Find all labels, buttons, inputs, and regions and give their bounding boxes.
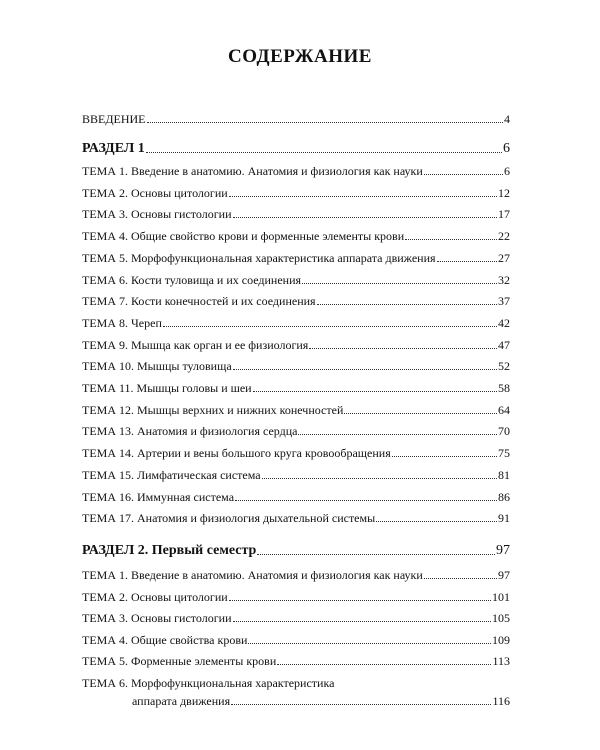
- toc-page: 22: [498, 229, 510, 244]
- toc-label: ТЕМА 17. Анатомия и физиология дыхательной системы: [82, 511, 376, 526]
- dot-leader: [344, 403, 497, 414]
- toc-page: 86: [498, 489, 510, 504]
- toc-entry-s1-topic-14[interactable]: [82, 446, 510, 460]
- toc-page: 47: [498, 337, 510, 352]
- toc-label: ТЕМА 3. Основы гистологии: [82, 207, 232, 222]
- dot-leader: [163, 316, 497, 327]
- toc-label: ТЕМА 15. Лимфатическая система: [82, 467, 261, 482]
- dot-leader: [257, 544, 495, 555]
- toc-entry-s2-topic-4[interactable]: [82, 633, 510, 647]
- toc-page: 4: [504, 112, 510, 126]
- dot-leader: [233, 207, 498, 218]
- dot-leader: [317, 294, 497, 305]
- toc-entry-s1-topic-1[interactable]: [82, 164, 510, 178]
- dot-leader: [424, 164, 503, 175]
- dot-leader: [233, 359, 497, 370]
- toc-page: 116: [492, 694, 510, 708]
- dot-leader: [376, 511, 497, 522]
- dot-leader: [424, 568, 497, 579]
- toc-page: 32: [498, 272, 510, 287]
- toc-label: аппарата движения: [132, 694, 231, 708]
- dot-leader: [302, 273, 497, 284]
- toc-page: 52: [498, 359, 510, 374]
- page-title: СОДЕРЖАНИЕ: [228, 46, 372, 67]
- toc-page: 64: [498, 402, 510, 417]
- toc-label: ТЕМА 12. Мышцы верхних и нижних конечностей: [82, 402, 344, 417]
- toc-label: ВВЕДЕНИЕ: [82, 112, 146, 126]
- toc-label: ТЕМА 5. Морфофункциональная характеристика аппарата движения: [82, 250, 436, 265]
- dot-leader: [235, 490, 497, 501]
- toc-page: 97: [498, 568, 510, 582]
- toc-entry-s1-topic-11[interactable]: [82, 381, 510, 395]
- dot-leader: [233, 611, 492, 622]
- toc-label: ТЕМА 11. Мышцы головы и шеи: [82, 381, 252, 395]
- toc-page: 105: [492, 611, 510, 625]
- dot-leader: [298, 424, 497, 435]
- toc-entry-s1-topic-13[interactable]: [82, 424, 510, 438]
- toc-page: 17: [498, 207, 510, 222]
- toc-page: 113: [492, 654, 510, 668]
- toc-page: 97: [496, 543, 510, 558]
- dot-leader: [405, 229, 497, 240]
- toc-label: РАЗДЕЛ 2. Первый семестр: [82, 543, 257, 558]
- dot-leader: [392, 446, 497, 457]
- toc-page: 101: [492, 589, 510, 604]
- toc-section-1[interactable]: [82, 142, 510, 156]
- toc-label: ТЕМА 6. Кости туловища и их соединения: [82, 272, 302, 287]
- toc-entry-s1-topic-12[interactable]: [82, 403, 510, 417]
- toc-label: ТЕМА 13. Анатомия и физиология сердца: [82, 424, 298, 439]
- dot-leader: [262, 468, 497, 479]
- dot-leader: [277, 654, 491, 665]
- toc-entry-s2-topic-2[interactable]: [82, 590, 510, 604]
- toc-page: 81: [498, 467, 510, 482]
- toc-label: ТЕМА 5. Форменные элементы крови: [82, 654, 277, 668]
- toc-entry-s1-topic-7[interactable]: [82, 294, 510, 308]
- toc-page: 70: [498, 424, 510, 439]
- toc-label: РАЗДЕЛ 1: [82, 141, 145, 156]
- toc-entry-s1-topic-4[interactable]: [82, 229, 510, 243]
- toc-label: ТЕМА 10. Мышцы туловища: [82, 359, 232, 374]
- toc-label: ТЕМА 3. Основы гистологии: [82, 611, 232, 625]
- toc-entry-s1-topic-10[interactable]: [82, 359, 510, 373]
- toc-entry-s1-topic-3[interactable]: [82, 207, 510, 221]
- toc-page: 91: [498, 511, 510, 526]
- toc-entry-s2-topic-5[interactable]: [82, 654, 510, 668]
- dot-leader: [231, 694, 491, 705]
- toc-label: ТЕМА 4. Общие свойства крови: [82, 632, 248, 647]
- toc-label: ТЕМА 2. Основы цитологии: [82, 589, 228, 604]
- toc-entry-s1-topic-16[interactable]: [82, 490, 510, 504]
- toc-entry-line2: [132, 694, 510, 708]
- toc-page: 58: [498, 381, 510, 395]
- toc-label: ТЕМА 9. Мышца как орган и ее физиология: [82, 337, 309, 352]
- toc-label: ТЕМА 6. Морфофункциональная характеристика: [82, 676, 335, 690]
- dot-leader: [248, 633, 491, 644]
- toc-label: ТЕМА 4. Общие свойство крови и форменные элементы крови: [82, 229, 405, 244]
- toc-page: 42: [498, 315, 510, 330]
- toc-label: ТЕМА 7. Кости конечностей и их соединения: [82, 294, 316, 309]
- toc-label: ТЕМА 1. Введение в анатомию. Анатомия и физиология как науки: [82, 568, 423, 582]
- dot-leader: [253, 381, 497, 392]
- toc-page: 6: [503, 141, 510, 156]
- dot-leader: [437, 251, 497, 262]
- toc-entry-s2-topic-3[interactable]: [82, 611, 510, 625]
- dot-leader: [229, 186, 497, 197]
- toc-section-2[interactable]: [82, 544, 510, 558]
- toc-label: ТЕМА 14. Артерии и вены большого круга кровообращения: [82, 446, 391, 461]
- toc-label: ТЕМА 16. Иммунная система: [82, 489, 235, 504]
- toc-page: 75: [498, 446, 510, 461]
- dot-leader: [146, 142, 502, 153]
- toc-entry-intro[interactable]: [82, 112, 510, 126]
- toc-entry-s1-topic-2[interactable]: [82, 186, 510, 200]
- dot-leader: [147, 112, 503, 123]
- toc-page: 6: [504, 164, 510, 178]
- toc-label: ТЕМА 8. Череп: [82, 315, 162, 330]
- toc-entry-line1: [82, 676, 510, 690]
- toc-entry-s1-topic-8[interactable]: [82, 316, 510, 330]
- dot-leader: [309, 338, 497, 349]
- toc-label: ТЕМА 1. Введение в анатомию. Анатомия и физиология как науки: [82, 164, 423, 178]
- toc-entry-s1-topic-9[interactable]: [82, 338, 510, 352]
- toc-page: 37: [498, 294, 510, 309]
- toc-entry-s1-topic-6[interactable]: [82, 273, 510, 287]
- toc-page: 12: [498, 185, 510, 200]
- toc-entry-s1-topic-17[interactable]: [82, 511, 510, 525]
- toc-entry-s1-topic-15[interactable]: [82, 468, 510, 482]
- toc-entry-s2-topic-1[interactable]: [82, 568, 510, 582]
- toc-entry-s1-topic-5[interactable]: [82, 251, 510, 265]
- toc-page: 109: [492, 632, 510, 647]
- toc-page: 27: [498, 250, 510, 265]
- dot-leader: [229, 590, 491, 601]
- toc-label: ТЕМА 2. Основы цитологии: [82, 185, 228, 200]
